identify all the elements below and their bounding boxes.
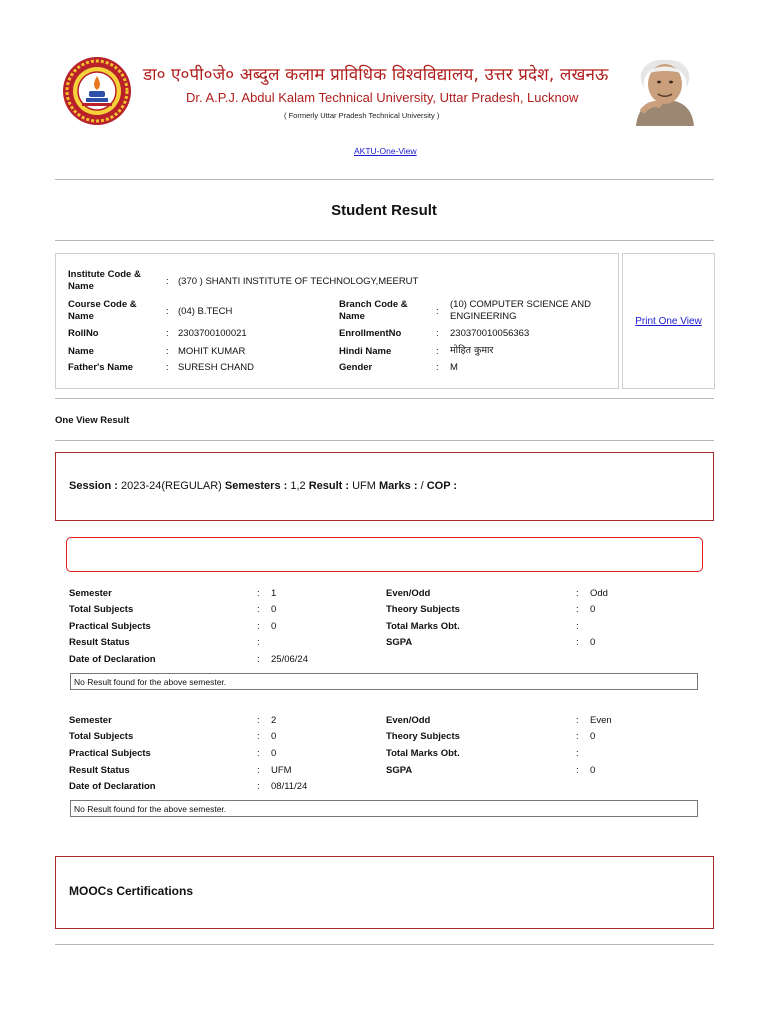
institute-value: (370 ) SHANTI INSTITUTE OF TECHNOLOGY,MEERUT — [178, 276, 419, 287]
cop-label: COP : — [426, 480, 458, 492]
colon: : — [257, 604, 260, 615]
session-value: 2023-24(REGULAR) — [120, 480, 222, 492]
colon: : — [257, 637, 260, 648]
colon: : — [576, 765, 579, 776]
semester-label: Semester — [69, 588, 112, 599]
total-subjects-value: 0 — [271, 604, 277, 615]
branch-label: Branch Code & Name — [339, 299, 408, 322]
theory-subjects-value: 0 — [590, 731, 596, 742]
rollno-value: 2303700100021 — [178, 328, 247, 339]
portrait-image — [628, 54, 702, 126]
total-subjects-value: 0 — [271, 731, 277, 742]
result-status-label: Result Status — [69, 637, 130, 648]
moocs-title: MOOCs Certifications — [69, 884, 194, 898]
gender-label: Gender — [339, 362, 373, 373]
page-header — [0, 0, 768, 156]
hindi-name-label: Hindi Name — [339, 346, 392, 357]
even-odd-label: Even/Odd — [386, 588, 431, 599]
colon: : — [257, 621, 260, 632]
semesters-value: 1,2 — [290, 480, 306, 492]
session-summary-panel — [55, 452, 714, 521]
one-view-result-heading: One View Result — [55, 415, 130, 426]
colon: : — [576, 715, 579, 726]
page-title: Student Result — [331, 202, 437, 219]
colon: : — [166, 362, 169, 373]
divider — [55, 440, 714, 441]
university-name-hindi: डा० ए०पी०जे० अब्दुल कलाम प्राविधिक विश्वविद्यालय, उत्तर प्रदेश, लखनऊ — [143, 65, 609, 85]
colon: : — [257, 588, 260, 599]
gender-value: M — [450, 362, 458, 373]
marks-value: / — [420, 480, 424, 492]
colon: : — [576, 637, 579, 648]
theory-subjects-value: 0 — [590, 604, 596, 615]
result-status-value: UFM — [271, 765, 292, 776]
result-value: UFM — [352, 480, 376, 492]
practical-subjects-value: 0 — [271, 748, 277, 759]
name-label: Name — [68, 346, 94, 357]
sgpa-value: 0 — [590, 765, 596, 776]
theory-subjects-label: Theory Subjects — [386, 731, 460, 742]
aktu-one-view-link[interactable]: AKTU-One-View — [354, 146, 417, 156]
university-seal-icon — [62, 56, 132, 126]
sgpa-value: 0 — [590, 637, 596, 648]
divider — [55, 398, 714, 399]
declaration-date-value: 25/06/24 — [271, 654, 308, 665]
colon: : — [166, 328, 169, 339]
rollno-label: RollNo — [68, 328, 99, 339]
colon: : — [436, 306, 439, 317]
formerly-note: ( Formerly Uttar Pradesh Technical University ) — [284, 111, 440, 120]
divider — [55, 240, 714, 241]
sgpa-label: SGPA — [386, 765, 413, 776]
declaration-date-value: 08/11/24 — [271, 781, 308, 792]
father-name-label: Father's Name — [68, 362, 134, 373]
institute-label: Institute Code & Name — [68, 269, 141, 292]
result-status-label: Result Status — [69, 765, 130, 776]
colon: : — [576, 604, 579, 615]
colon: : — [436, 346, 439, 357]
colon: : — [166, 346, 169, 357]
practical-subjects-label: Practical Subjects — [69, 748, 151, 759]
divider — [55, 179, 714, 180]
semester-label: Semester — [69, 715, 112, 726]
father-name-value: SURESH CHAND — [178, 362, 255, 373]
course-label: Course Code & Name — [68, 299, 137, 322]
colon: : — [166, 276, 169, 287]
divider — [55, 944, 714, 945]
colon: : — [576, 588, 579, 599]
declaration-date-label: Date of Declaration — [69, 654, 156, 665]
session-label: Session : — [69, 480, 118, 492]
declaration-date-label: Date of Declaration — [69, 781, 156, 792]
colon: : — [257, 781, 260, 792]
colon: : — [257, 748, 260, 759]
moocs-panel — [55, 856, 714, 929]
colon: : — [436, 362, 439, 373]
theory-subjects-label: Theory Subjects — [386, 604, 460, 615]
even-odd-label: Even/Odd — [386, 715, 431, 726]
colon: : — [257, 715, 260, 726]
colon: : — [436, 328, 439, 339]
no-result-message: No Result found for the above semester. — [70, 673, 698, 690]
total-marks-label: Total Marks Obt. — [386, 621, 460, 632]
colon: : — [166, 306, 169, 317]
colon: : — [257, 654, 260, 665]
practical-subjects-label: Practical Subjects — [69, 621, 151, 632]
sgpa-label: SGPA — [386, 637, 413, 648]
result-label: Result : — [308, 480, 350, 492]
enrollment-value: 230370010056363 — [450, 328, 530, 339]
student-info-panel — [55, 253, 619, 389]
branch-value: (10) COMPUTER SCIENCE AND ENGINEERING — [450, 299, 591, 322]
name-value: MOHIT KUMAR — [178, 346, 246, 357]
university-name-english: Dr. A.P.J. Abdul Kalam Technical University, Uttar Pradesh, Lucknow — [186, 90, 579, 105]
total-subjects-label: Total Subjects — [69, 731, 134, 742]
course-value: (04) B.TECH — [178, 306, 233, 317]
alert-banner — [66, 537, 703, 572]
colon: : — [257, 731, 260, 742]
semester-value: 1 — [271, 588, 277, 599]
hindi-name-value: मोहित कुमार — [450, 345, 494, 356]
colon: : — [576, 731, 579, 742]
practical-subjects-value: 0 — [271, 621, 277, 632]
no-result-message: No Result found for the above semester. — [70, 800, 698, 817]
colon: : — [257, 765, 260, 776]
total-subjects-label: Total Subjects — [69, 604, 134, 615]
print-panel — [622, 253, 715, 389]
even-odd-value: Even — [590, 715, 612, 726]
even-odd-value: Odd — [590, 588, 608, 599]
total-marks-label: Total Marks Obt. — [386, 748, 460, 759]
colon: : — [576, 621, 579, 632]
print-one-view-link[interactable]: Print One View — [635, 316, 702, 327]
semester-value: 2 — [271, 715, 277, 726]
colon: : — [576, 748, 579, 759]
session-summary-line — [69, 480, 457, 492]
enrollment-label: EnrollmentNo — [339, 328, 402, 339]
marks-label: Marks : — [379, 480, 418, 492]
semesters-label: Semesters : — [224, 480, 288, 492]
